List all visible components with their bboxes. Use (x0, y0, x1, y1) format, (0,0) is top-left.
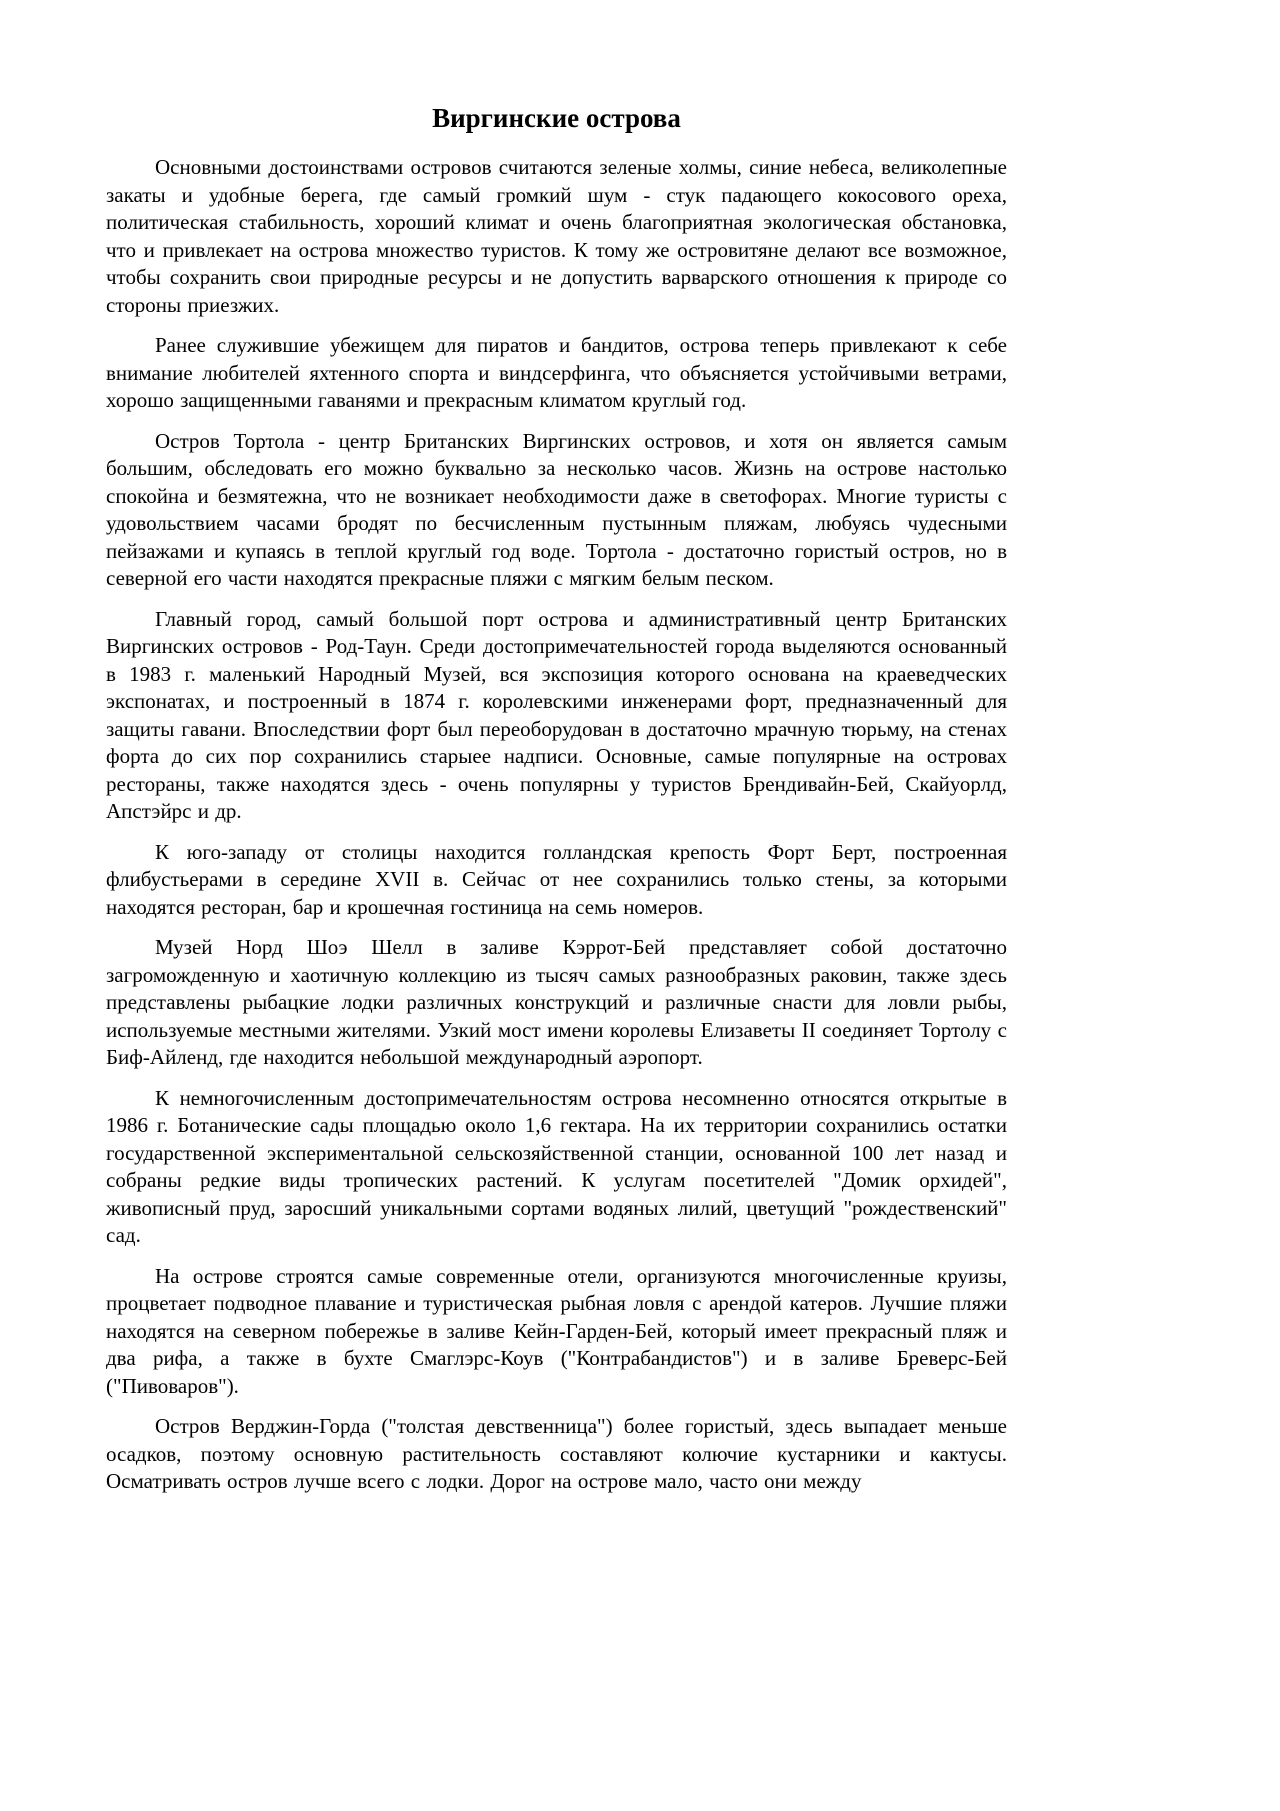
paragraph: К юго-западу от столицы находится голландская крепость Форт Берт, построенная флибустьерами в середине XVII в. Сейчас от нее сохранились только стены, за которыми находятся ресторан, бар и крошечная гостиница на семь номеров. (106, 839, 1007, 919)
paragraph: К немногочисленным достопримечательностям острова несомненно относятся открытые в 1986 г. Ботанические сады площадью около 1,6 гектара. На их территории сохранились остатки государственной экспериментальной сельскозяйственной станции, основанной 100 лет назад и собраны редкие виды тропических растений. К услугам посетителей "Домик орхидей", живописный пруд, заросший уникальными сортами водяных лилий, цветущий "рождественский" сад. (106, 1085, 1007, 1248)
paragraph: Остров Верджин-Горда ("толстая девственница") более гористый, здесь выпадает меньше осадков, поэтому основную растительность составляют колючие кустарники и кактусы. Осматривать остров лучше всего с лодки. Дорог на острове мало, часто они между (106, 1414, 1007, 1494)
paragraph: На острове строятся самые современные отели, организуются многочисленные круизы, процветает подводное плавание и туристическая рыбная ловля с арендой катеров. Лучшие пляжи находятся на северном побережье в заливе Кейн-Гарден-Бей, который имеет прекрасный пляж и два рифа, а также в бухте Смаглэрс-Коув ("Контрабандистов") и в заливе Бреверс-Бей ("Пивоваров"). (106, 1263, 1007, 1398)
paragraph: Основными достоинствами островов считаются зеленые холмы, синие небеса, великолепные закаты и удобные берега, где самый громкий шум - стук падающего кокосового ореха, политическая стабильность, хороший климат и очень благоприятная экологическая обстановка, что и привлекает на острова множество туристов. К тому же островитяне делают все возможное, чтобы сохранить свои природные ресурсы и не допустить варварского отношения к природе со стороны приезжих. (106, 155, 1007, 317)
paragraph: Музей Норд Шоэ Шелл в заливе Кэррот-Бей представляет собой достаточно загроможденную и хаотичную коллекцию из тысяч самых разнообразных раковин, также здесь представлены рыбацкие лодки различных конструкций и различные снасти для ловли рыбы, используемые местными жителями. Узкий мост имени королевы Елизаветы II соединяет Тортолу с Биф-Айленд, где находится небольшой международный аэропорт. (106, 935, 1007, 1070)
document-title: Виргинские острова (432, 103, 681, 133)
paragraph: Остров Тортола - центр Британских Виргинских островов, и хотя он является самым большим, обследовать его можно буквально за несколько часов. Жизнь на острове настолько спокойна и безмятежна, что не возникает необходимости даже в светофорах. Многие туристы с удовольствием часами бродят по бесчисленным пустынным пляжам, любуясь чудесными пейзажами и купаясь в теплой круглый год воде. Тортола - достаточно гористый остров, но в северной его части находятся прекрасные пляжи с мягким белым песком. (106, 428, 1007, 591)
paragraph: Ранее служившие убежищем для пиратов и бандитов, острова теперь привлекают к себе внимание любителей яхтенного спорта и виндсерфинга, что объясняется устойчивыми ветрами, хорошо защищенными гаванями и прекрасным климатом круглый год. (106, 333, 1007, 413)
paragraph: Главный город, самый большой порт острова и административный центр Британских Виргинских островов - Род-Таун. Среди достопримечательностей города выделяются основанный в 1983 г. маленький Народный Музей, вся экспозиция которого основана на краеведческих экспонатах, и построенный в 1874 г. королевскими инженерами форт, предназначенный для защиты гавани. Впоследствии форт был переоборудован в достаточно мрачную тюрьму, на стенах форта до сих пор сохранились старыее надписи. Основные, самые популярные на островах рестораны, также находятся здесь - очень популярны у туристов Брендивайн-Бей, Скайуорлд, Апстэйрс и др. (106, 606, 1007, 824)
